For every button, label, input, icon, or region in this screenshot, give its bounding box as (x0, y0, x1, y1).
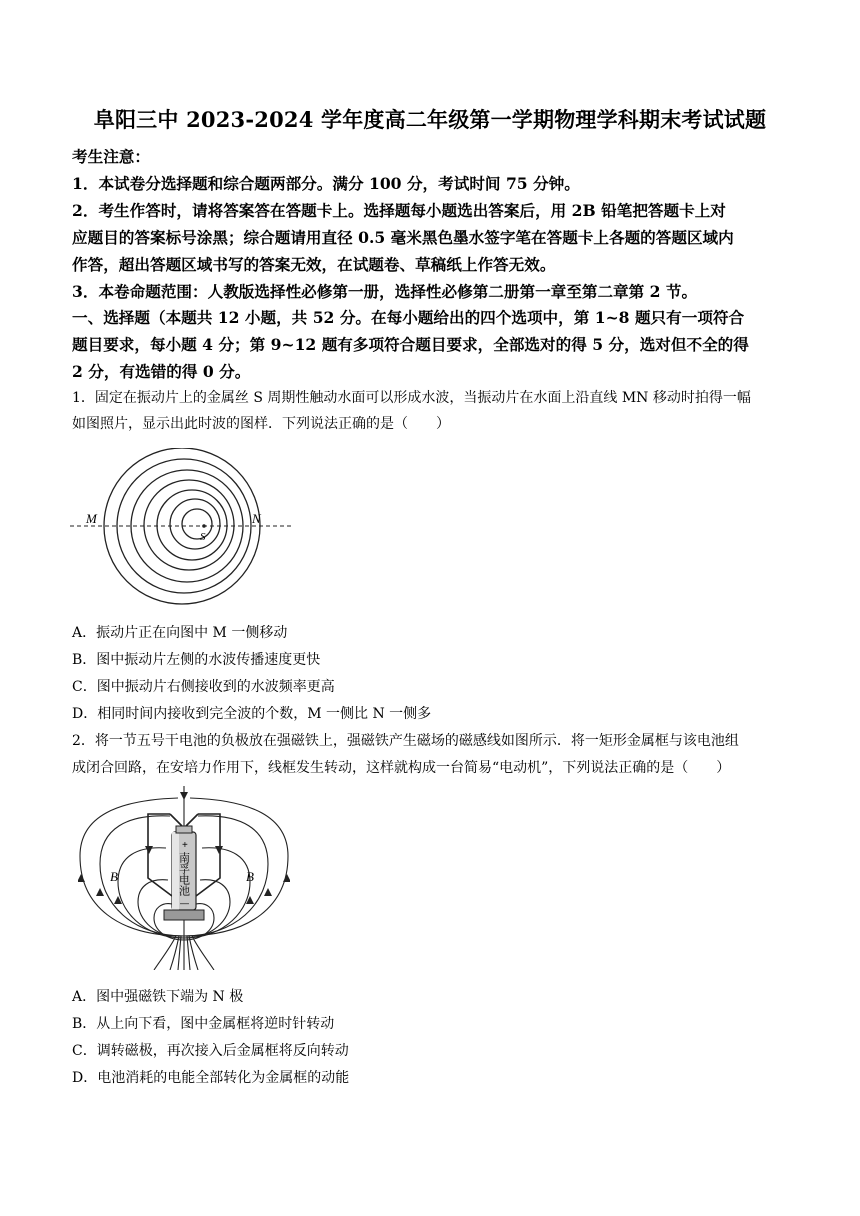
q1-option-a: A．振动片正在向图中 M 一侧移动 (72, 625, 288, 641)
label-m: M (86, 511, 97, 526)
q2-stem-line-1: 2．将一节五号干电池的负极放在强磁铁上，强磁铁产生磁场的磁感线如图所示．将一矩形金属框与该电池组 (72, 733, 739, 749)
q2-option-d: D．电池消耗的电能全部转化为金属框的动能 (72, 1070, 350, 1086)
q2-stem-line-2: 成闭合回路，在安培力作用下，线框发生转动，这样就构成一台简易“电动机”，下列说法正确的是（ ） (72, 760, 731, 776)
q1-wave-figure (70, 448, 295, 608)
q1-option-c: C．图中振动片右侧接收到的水波频率更高 (72, 679, 335, 695)
q2-option-a: A．图中强磁铁下端为 N 极 (72, 989, 244, 1005)
q1-stem-line-2: 如图照片，显示出此时波的图样．下列说法正确的是（ ） (72, 416, 450, 432)
label-b-left: B (110, 869, 118, 884)
label-n: N (252, 511, 261, 526)
notice-heading: 考生注意： (72, 147, 150, 166)
battery-label: 南孚电池 (177, 852, 191, 896)
battery-plus: + (182, 840, 188, 851)
q1-option-b: B．图中振动片左侧的水波传播速度更快 (72, 652, 321, 668)
q2-option-b: B．从上向下看，图中金属框将逆时针转动 (72, 1016, 335, 1032)
q1-stem-line-1: 1．固定在振动片上的金属丝 S 周期性触动水面可以形成水波，当振动片在水面上沿直线 MN 移动时拍得一幅 (72, 390, 751, 406)
notice-item-1: 1．本试卷分选择题和综合题两部分。满分 100 分，考试时间 75 分钟。 (72, 174, 580, 193)
source-dot (202, 524, 206, 528)
notice-item-2-line-3: 作答，超出答题区域书写的答案无效，在试题卷、草稿纸上作答无效。 (72, 255, 556, 274)
notice-item-3: 3．本卷命题范围：人教版选择性必修第一册，选择性必修第二册第一章至第二章第 2 节。 (72, 282, 698, 301)
notice-item-2-line-1: 2．考生作答时，请将答案答在答题卡上。选择题每小题选出答案后，用 2B 铅笔把答题卡上对 (72, 201, 726, 220)
q2-motor-figure (78, 786, 290, 970)
section-1-line-1: 一、选择题（本题共 12 小题，共 52 分。在每小题给出的四个选项中，第 1~8 题只有一项符合 (72, 308, 745, 327)
section-1-line-2: 题目要求，每小题 4 分；第 9~12 题有多项符合题目要求，全部选对的得 5 分，选对但不全的得 (72, 335, 749, 354)
magnet (164, 910, 204, 920)
q2-option-c: C．调转磁极，再次接入后金属框将反向转动 (72, 1043, 349, 1059)
battery-minus: — (180, 898, 189, 908)
notice-item-2-line-2: 应题目的答案标号涂黑；综合题请用直径 0.5 毫米黑色墨水签字笔在答题卡上各题的答题区域内 (72, 228, 734, 247)
exam-title: 阜阳三中 2023-2024 学年度高二年级第一学期物理学科期末考试试题 (93, 107, 767, 132)
section-1-line-3: 2 分，有选错的得 0 分。 (72, 362, 251, 381)
q1-option-d: D．相同时间内接收到完全波的个数，M 一侧比 N 一侧多 (72, 706, 432, 722)
label-b-right: B (246, 869, 254, 884)
wave-circle (182, 509, 212, 539)
wave-circle (157, 490, 227, 560)
label-s: S (200, 531, 206, 543)
